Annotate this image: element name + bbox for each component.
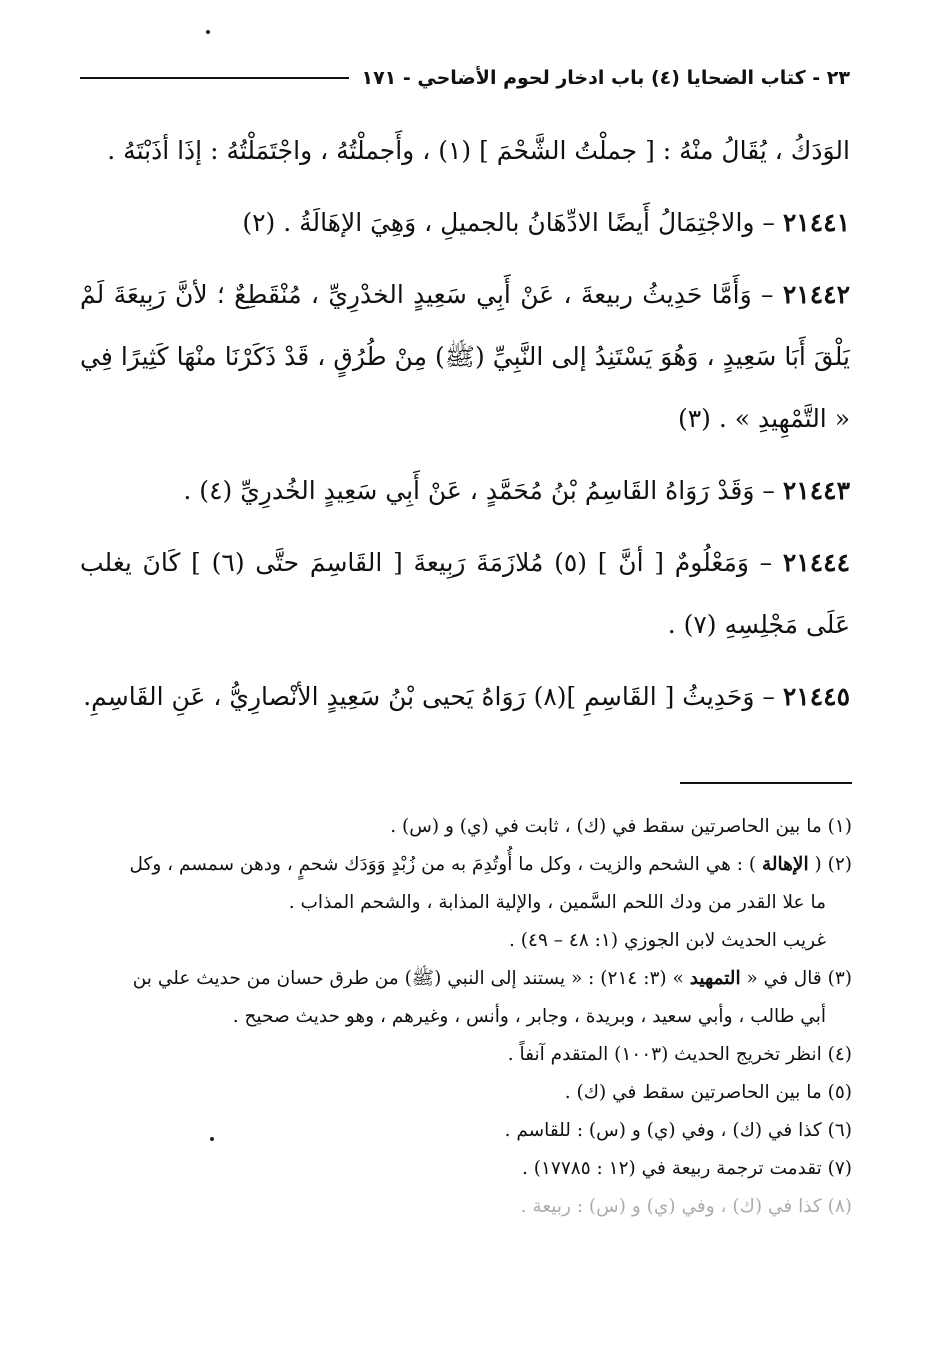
running-title: ٢٣ - كتاب الضحايا (٤) باب ادخار لحوم الأضاحي - ١٧١: [361, 67, 850, 89]
main-text: [80, 120, 850, 738]
footnotes: [80, 808, 852, 1226]
paragraph-21444: [80, 532, 850, 656]
footnote-8: (٨) كذا في (ك) ، وفي (ي) و (س) : ربيعة .: [520, 1196, 852, 1217]
footnote-text: » (٣: ٢١٤) : « يستند إلى النبي (ﷺ) من طرق حسان من حديث علي بن: [132, 968, 684, 989]
paragraph-text: – وَحَدِيثُ [ القَاسِمِ ](٨) رَوَاهُ يَحيى بْنُ سَعِيدٍ الأنْصارِيُّ ، عَنِ القَاسِمِ.: [83, 682, 775, 711]
paragraph-number: ٢١٤٤٤: [782, 548, 850, 577]
paragraph-21445: [80, 666, 850, 728]
footnote-5: (٥) ما بين الحاصرتين سقط في (ك) .: [564, 1082, 852, 1103]
paragraph-text: – وَقَدْ رَوَاهُ القَاسِمُ بْنُ مُحَمَّدٍ ، عَنْ أَبِي سَعِيدٍ الخُدرِيِّ (٤) .: [183, 476, 775, 505]
footnote-keyword: التمهيد: [689, 968, 741, 989]
paragraph-number: ٢١٤٤٢: [782, 280, 851, 309]
footnote-4: (٤) انظر تخريج الحديث (١٠٠٣) المتقدم آنفاً .: [507, 1044, 852, 1065]
paragraph-21443: [80, 460, 850, 522]
footnote-separator: [680, 782, 852, 784]
paragraph-21441: [80, 192, 850, 254]
footnote-2-continuation: ما علا القدر من ودك اللحم السَّمين ، والإلية المذابة ، والشحم المذاب .: [288, 892, 826, 913]
footnote-2: [80, 846, 852, 884]
footnote-2-source: غريب الحديث لابن الجوزي (١: ٤٨ – ٤٩) .: [509, 930, 826, 951]
header-rule: [80, 77, 349, 79]
paragraph-text: – وَأَمَّا حَدِيثُ ربيعةَ ، عَنْ أَبِي سَعِيدٍ الخدْرِيِّ ، مُنْقَطِعٌ ؛ لأنَّ رَبِيعَةَ لَمْ يَلْقَ أَبَا سَعِيدٍ ، وَهُوَ يَسْتَنِدُ إلى النَّبِيِّ (ﷺ) مِنْ طُرُقٍ ، قَدْ ذَكَرْنَا منْهَا كَثِيرًا فِي « التَّمْهِيدِ » . (٣): [80, 280, 850, 433]
footnote-7: (٧) تقدمت ترجمة ربيعة في (١٢ : ١٧٧٨٥) .: [521, 1158, 852, 1179]
paragraph-text: – وَمَعْلُومٌ [ أنَّ ] (٥) مُلازَمَةَ رَبِيعةَ [ القَاسِمَ حتَّى (٦) ] كَانَ يغلب عَلَى مَجْلِسِهِ (٧) .: [80, 548, 850, 639]
footnote-text: ) : هي الشحم والزيت ، وكل ما أُوتُدِمَ به من زُبْدٍ وَوَدَك شحمٍ ، ودهن سمسم ، وكل: [129, 854, 757, 875]
scan-speck: [206, 30, 210, 34]
footnote-keyword: الإهالة: [761, 854, 809, 875]
footnote-3-continuation: أبي طالب ، وأبي سعيد ، وبريدة ، وجابر ، وأنس ، وغيرهم ، وهو حديث صحيح .: [232, 1006, 826, 1027]
footnote-1: (١) ما بين الحاصرتين سقط في (ك) ، ثابت في (ي) و (س) .: [390, 816, 852, 837]
paragraph-number: ٢١٤٤١: [782, 208, 850, 237]
paragraph-text: – والاجْتِمَالُ أَيضًا الادِّهَانُ بالجميلِ ، وَهِيَ الإهَالَةُ . (٢): [242, 208, 775, 237]
paragraph-intro: الوَدَكُ ، يُقَالُ منْهُ : [ جملْتُ الشَّحْمَ ] (١) ، وأَجملْتُهُ ، واجْتَمَلْتُهُ : إذَا أذَبْتَهُ .: [107, 136, 850, 165]
paragraph-21442: [80, 264, 850, 450]
footnote-6: (٦) كذا في (ك) ، وفي (ي) و (س) : للقاسم .: [504, 1120, 852, 1141]
paragraph-number: ٢١٤٤٣: [782, 476, 850, 505]
footnote-mark: (٢) (: [814, 854, 852, 875]
footnote-mark: (٣) قال في «: [746, 968, 852, 989]
footnote-3: [80, 960, 852, 998]
running-header: [80, 62, 850, 94]
paragraph-number: ٢١٤٤٥: [782, 682, 850, 711]
